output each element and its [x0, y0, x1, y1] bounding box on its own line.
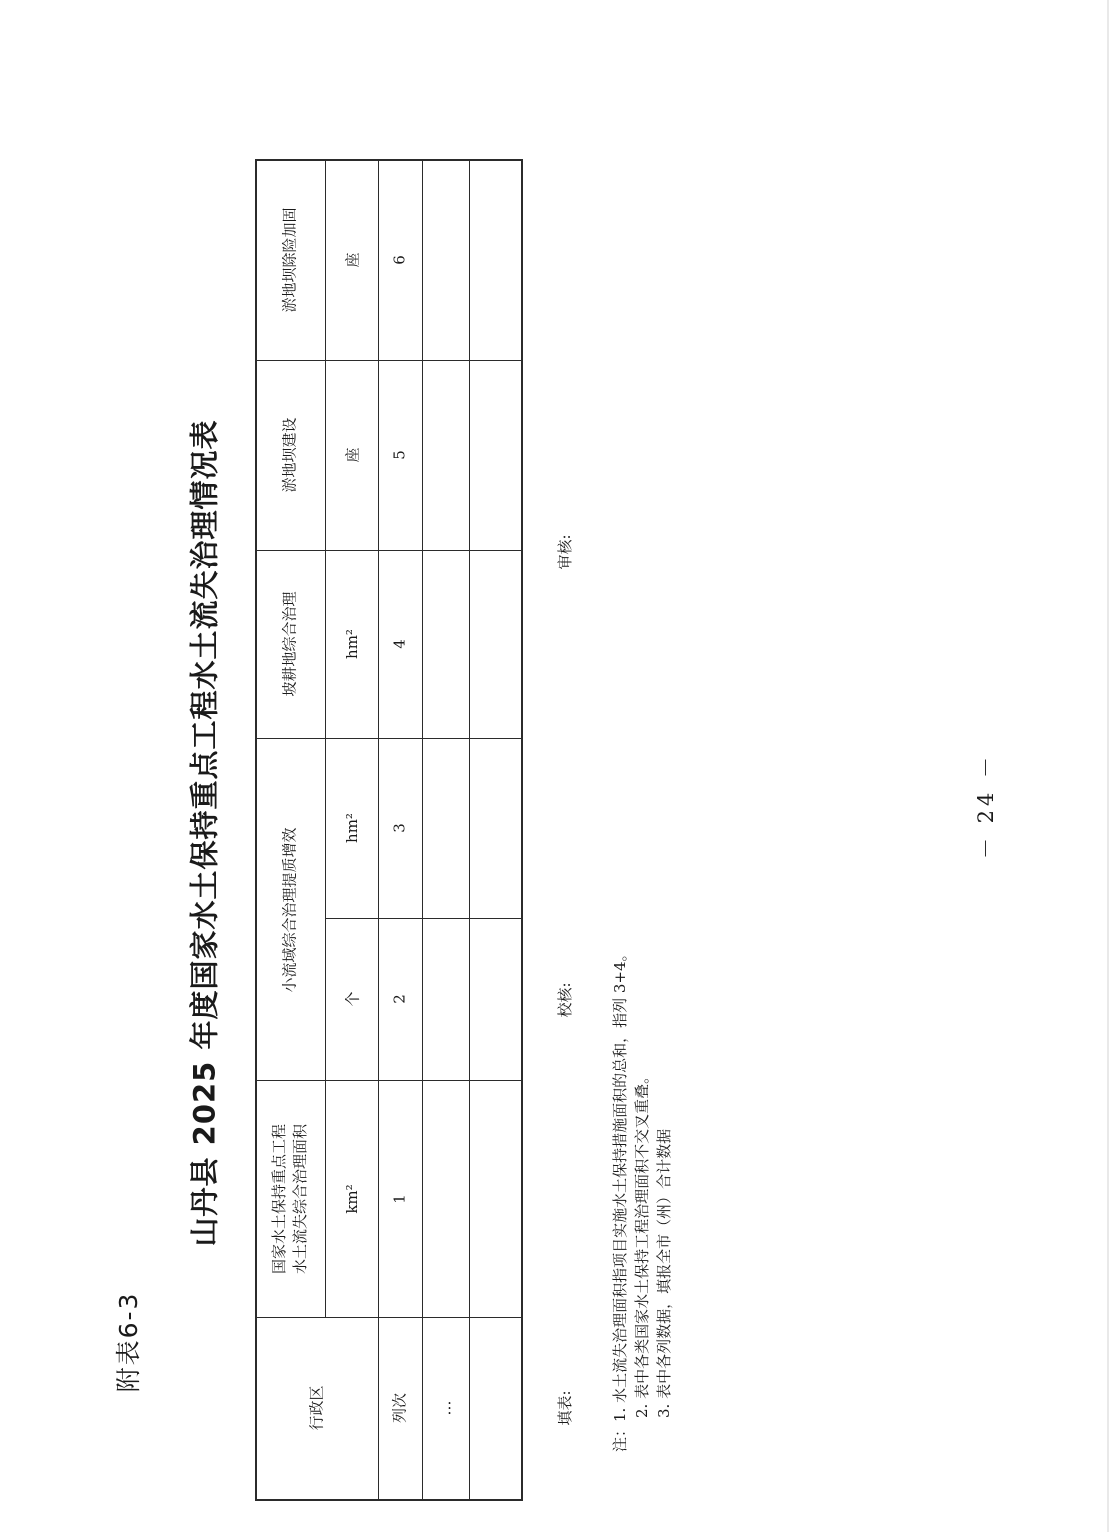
header-small-watershed: 小流域综合治理提质增效 [280, 827, 299, 993]
header-area-total-line-2: 水土流失综合治理面积 [291, 1123, 309, 1275]
col-divider-4 [255, 738, 523, 739]
checker-signature: 校核: [556, 982, 574, 1018]
index-number-3: 3 [390, 823, 409, 833]
note-2: 2. 表中各类国家水土保持工程治理面积不交叉重叠。 [633, 1068, 651, 1418]
unit-col-2: 个 [343, 991, 362, 1007]
unit-col-6: 座 [343, 252, 362, 268]
unit-col-5: 座 [343, 447, 362, 463]
index-row-label: 列次 [390, 1392, 409, 1424]
col-divider-3 [325, 918, 523, 919]
col-divider-2 [255, 1080, 523, 1081]
appendix-label: 附表6-3 [114, 1291, 143, 1393]
header-check-dam-construction: 淤地坝建设 [280, 417, 299, 493]
index-number-6: 6 [390, 255, 409, 265]
header-sloping-farmland: 坡耕地综合治理 [280, 591, 299, 697]
unit-col-3: hm² [343, 813, 361, 843]
header-area-total [269, 1124, 311, 1274]
table-border-top [255, 159, 523, 161]
index-number-2: 2 [390, 994, 409, 1004]
table-border-bottom [255, 1499, 523, 1501]
filler-signature: 填表: [556, 1390, 574, 1426]
col-divider-6 [255, 360, 523, 361]
col-divider-1 [255, 1317, 523, 1318]
unit-col-4: hm² [343, 629, 361, 659]
page-number: － 24 － [974, 752, 998, 860]
note-1: 注：1. 水土流失治理面积指项目实施水土保持措施面积的总和，指列 3+4。 [611, 946, 629, 1452]
index-number-1: 1 [390, 1194, 409, 1204]
page-title: 山丹县 2025 年度国家水土保持重点工程水土流失治理情况表 [187, 419, 222, 1247]
header-region: 行政区 [307, 1385, 326, 1431]
ellipsis-row-label: … [436, 1400, 455, 1416]
unit-col-1: km² [343, 1184, 361, 1214]
index-number-5: 5 [390, 450, 409, 460]
reviewer-signature: 审核: [556, 534, 574, 570]
note-3: 3. 表中各列数据，填报全市（州）合计数据 [655, 1128, 673, 1418]
header-check-dam-reinforcement: 淤地坝除险加固 [280, 207, 299, 313]
col-divider-5 [255, 550, 523, 551]
index-number-4: 4 [390, 639, 409, 649]
header-area-total-line-1: 国家水土保持重点工程 [270, 1123, 288, 1275]
